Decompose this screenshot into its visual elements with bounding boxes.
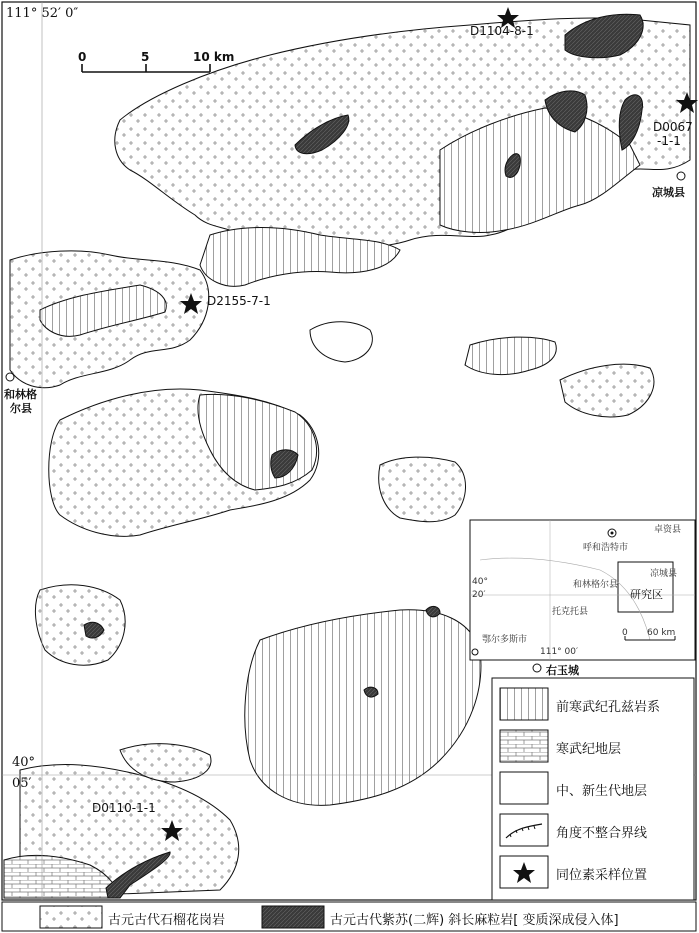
scale-label-5: 5: [141, 50, 150, 64]
legend-label-unconformity: 角度不整合界线: [556, 826, 648, 841]
legend-label-khondalite: 前寒武纪孔兹岩系: [556, 700, 661, 715]
legend-label-star: 同位素采样位置: [556, 868, 648, 883]
scale-label-0: 0: [78, 50, 87, 64]
inset-scale-60: 60 km: [647, 628, 676, 638]
inset-label-ordos: 鄂尔多斯市: [482, 635, 528, 645]
city-marker-helinge: [6, 373, 14, 381]
city-label-liangcheng: 凉城县: [652, 186, 685, 199]
city-marker-youyu: [533, 664, 541, 672]
inset-label-tuoketuo: 托克托县: [552, 607, 589, 617]
sample-label-d0067: D0067: [653, 120, 693, 134]
inset-label-zhuozi: 卓资县: [654, 525, 682, 535]
inset-scale-0: 0: [622, 628, 628, 638]
coord-lat-min: 05′: [12, 776, 32, 791]
inset-label-hohhot: 呼和浩特市: [583, 543, 629, 553]
bottom-swatch-granite: [40, 906, 102, 928]
inset-label-lon: 111° 00′: [540, 647, 579, 657]
sample-label-d0110: D0110-1-1: [92, 801, 156, 815]
sample-label-d1104: D1104-8-1: [470, 24, 534, 38]
legend-swatch-cenozoic: [500, 772, 548, 804]
inset-label-study-area: 研究区: [630, 588, 663, 601]
scale-label-10: 10 km: [193, 50, 235, 64]
granite-unit-east: [379, 457, 466, 522]
inset-label-lat-min: 20′: [472, 590, 486, 600]
bottom-label-granite: 古元古代石榴花岗岩: [108, 913, 226, 928]
inset-label-lat-deg: 40°: [472, 577, 488, 587]
legend-swatch-cambrian: [500, 730, 548, 762]
bottom-swatch-granulite: [262, 906, 324, 928]
legend-label-cenozoic: 中、新生代地层: [556, 784, 648, 799]
coord-lat-deg: 40°: [12, 755, 36, 770]
city-label-helinge-1: 和林格: [4, 388, 37, 401]
legend-label-cambrian: 寒武纪地层: [556, 742, 622, 757]
city-marker-liangcheng: [677, 172, 685, 180]
inset-label-helinge: 和林格尔县: [573, 580, 619, 590]
sample-label-d0067-2: -1-1: [657, 134, 681, 148]
inset-label-liangcheng: 凉城县: [650, 569, 678, 579]
city-label-helinge-2: 尔县: [10, 402, 32, 415]
city-label-youyu: 右玉城: [546, 664, 579, 677]
legend-swatch-khondalite: [500, 688, 548, 720]
bottom-label-granulite: 古元古代紫苏(二辉) 斜长麻粒岩[ 变质深成侵入体]: [330, 913, 619, 928]
coord-top-lon: 111° 52′ 0″: [6, 6, 79, 21]
legend-swatch-unconformity: [500, 814, 548, 846]
sample-label-d2155: D2155-7-1: [207, 294, 271, 308]
granite-unit-southwest: [35, 585, 125, 665]
